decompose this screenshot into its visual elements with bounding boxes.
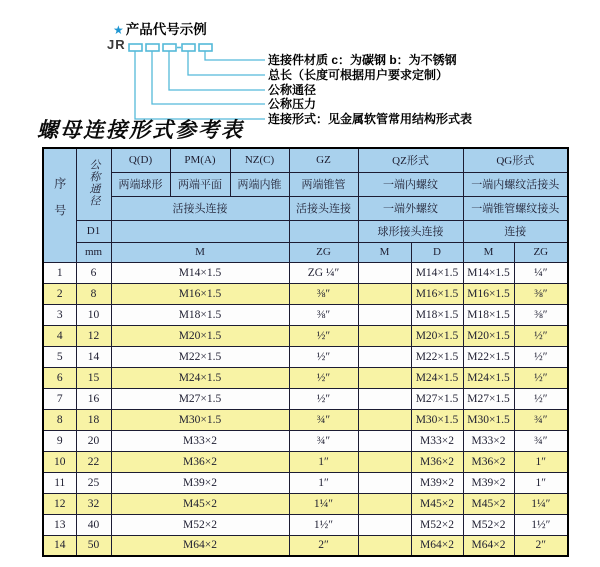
cell-m: M27×1.5 [111, 388, 289, 409]
cell-zg: ½″ [289, 346, 358, 367]
cell-qg-m: M22×1.5 [463, 346, 514, 367]
cell-mm: 18 [76, 409, 111, 430]
label-nominal-diameter: 公称通径 [268, 83, 317, 97]
cell-m: M52×2 [111, 514, 289, 535]
cell-zg: ½″ [289, 325, 358, 346]
cell-qg-m: M14×1.5 [463, 262, 514, 283]
cell-zg: 1¼″ [289, 493, 358, 514]
cell-qz-d: M52×2 [411, 514, 463, 535]
table-row [43, 367, 568, 388]
table-row [43, 535, 568, 556]
cell-qz-d: M36×2 [411, 451, 463, 472]
cell-qg-m: M64×2 [463, 535, 514, 556]
cell-qz-d: M30×1.5 [411, 409, 463, 430]
cell-qg-zg: ¾″ [514, 430, 568, 451]
label-connection-form: 连接形式：见金属软管常用结构形式表 [268, 112, 473, 126]
cell-zg: 1½″ [289, 514, 358, 535]
cell-mm: 40 [76, 514, 111, 535]
cell-m: M39×2 [111, 472, 289, 493]
cell-mm: 8 [76, 283, 111, 304]
cell-seq: 13 [43, 514, 76, 535]
product-code-example-text: 产品代号示例 [125, 22, 207, 37]
cell-qg-zg: 1½″ [514, 514, 568, 535]
cell-qz-m [358, 493, 411, 514]
header-gz-sub: 两端锥管 [289, 172, 358, 196]
cell-seq: 8 [43, 409, 76, 430]
header-qg-zg: ZG [514, 242, 568, 262]
code-boxes [129, 44, 212, 51]
nut-connection-reference-table [42, 147, 569, 557]
cell-qg-zg: ⅜″ [514, 304, 568, 325]
cell-seq: 2 [43, 283, 76, 304]
cell-seq: 3 [43, 304, 76, 325]
cell-zg: ½″ [289, 367, 358, 388]
header-pm-sub: 两端平面 [170, 172, 230, 196]
table-row [43, 430, 568, 451]
cell-seq: 9 [43, 430, 76, 451]
cell-qz-m [358, 304, 411, 325]
cell-mm: 25 [76, 472, 111, 493]
header-zg: ZG [289, 242, 358, 262]
cell-qz-m [358, 367, 411, 388]
cell-seq: 11 [43, 472, 76, 493]
cell-qg-m: M30×1.5 [463, 409, 514, 430]
label-total-length: 总长（长度可根据用户要求定制） [268, 68, 449, 82]
cell-seq: 12 [43, 493, 76, 514]
cell-qg-zg: 1¼″ [514, 493, 568, 514]
cell-seq: 1 [43, 262, 76, 283]
cell-qg-zg: ⅜″ [514, 283, 568, 304]
header-qg-form: QG形式 [463, 148, 568, 172]
table-header [43, 148, 568, 262]
cell-qz-m [358, 346, 411, 367]
cell-qz-m [358, 514, 411, 535]
cell-qz-m [358, 535, 411, 556]
header-q-sub: 两端球形 [111, 172, 170, 196]
cell-qz-m [358, 409, 411, 430]
cell-qg-m: M52×2 [463, 514, 514, 535]
code-box [146, 44, 159, 51]
cell-seq: 6 [43, 367, 76, 388]
cell-qz-d: M45×2 [411, 493, 463, 514]
pointer-lines [135, 51, 265, 119]
table-row [43, 514, 568, 535]
cell-m: M33×2 [111, 430, 289, 451]
header-m: M [111, 242, 289, 262]
cell-qg-m: M33×2 [463, 430, 514, 451]
cell-qg-zg: ½″ [514, 367, 568, 388]
cell-qg-m: M20×1.5 [463, 325, 514, 346]
header-qz-form: QZ形式 [358, 148, 463, 172]
cell-seq: 10 [43, 451, 76, 472]
cell-mm: 12 [76, 325, 111, 346]
table-row [43, 325, 568, 346]
cell-seq: 7 [43, 388, 76, 409]
cell-m: M20×1.5 [111, 325, 289, 346]
header-qg-sub1: 一端内螺纹活接头 [463, 172, 568, 196]
cell-qz-m [358, 283, 411, 304]
table-row [43, 262, 568, 283]
cell-zg: 1″ [289, 451, 358, 472]
pointer-line-length [188, 51, 265, 75]
table-row [43, 472, 568, 493]
cell-mm: 14 [76, 346, 111, 367]
cell-qz-d: M18×1.5 [411, 304, 463, 325]
cell-zg: 1″ [289, 472, 358, 493]
cell-qg-zg: ½″ [514, 346, 568, 367]
table-title: 螺母连接形式参考表 [37, 117, 244, 142]
cell-m: M45×2 [111, 493, 289, 514]
cell-mm: 50 [76, 535, 111, 556]
cell-qz-m [358, 262, 411, 283]
cell-qz-d: M20×1.5 [411, 325, 463, 346]
cell-mm: 15 [76, 367, 111, 388]
cell-qg-m: M16×1.5 [463, 283, 514, 304]
table-row [43, 409, 568, 430]
header-qz-m: M [358, 242, 411, 262]
header-qg-sub2: 一端锥管螺纹接头 [463, 196, 568, 220]
cell-zg: ¾″ [289, 430, 358, 451]
cell-m: M16×1.5 [111, 283, 289, 304]
cell-qg-m: M36×2 [463, 451, 514, 472]
header-qz-connection: 球形接头连接 [358, 220, 463, 242]
cell-zg: ½″ [289, 388, 358, 409]
header-seq [43, 148, 76, 262]
header-pm: PM(A) [170, 148, 230, 172]
cell-qg-zg: ½″ [514, 388, 568, 409]
cell-qg-m: M27×1.5 [463, 388, 514, 409]
cell-mm: 16 [76, 388, 111, 409]
code-box [129, 44, 142, 51]
header-qg-m: M [463, 242, 514, 262]
cell-qg-zg: 2″ [514, 535, 568, 556]
header-d1: D1 [76, 220, 111, 242]
code-box [182, 44, 195, 51]
cell-qz-m [358, 325, 411, 346]
cell-qz-d: M33×2 [411, 430, 463, 451]
cell-qz-m [358, 388, 411, 409]
cell-mm: 32 [76, 493, 111, 514]
cell-zg: ¾″ [289, 409, 358, 430]
cell-m: M24×1.5 [111, 367, 289, 388]
header-qg-connection: 连接 [463, 220, 568, 242]
cell-empty [289, 220, 358, 242]
cell-m: M36×2 [111, 451, 289, 472]
header-qz-sub2: 一端外螺纹 [358, 196, 463, 220]
cell-mm: 22 [76, 451, 111, 472]
cell-seq: 5 [43, 346, 76, 367]
product-code-example-title [113, 18, 207, 38]
cell-qg-zg: 1″ [514, 472, 568, 493]
cell-m: M18×1.5 [111, 304, 289, 325]
code-box [163, 44, 176, 51]
star-icon: ★ [113, 23, 124, 37]
cell-mm: 10 [76, 304, 111, 325]
cell-m: M22×1.5 [111, 346, 289, 367]
header-nominal-text: 公称通径 [88, 158, 100, 207]
table-row [43, 283, 568, 304]
cell-empty [111, 220, 289, 242]
header-nz: NZ(C) [230, 148, 289, 172]
cell-qg-m: M18×1.5 [463, 304, 514, 325]
cell-zg: 2″ [289, 535, 358, 556]
header-union-connection: 活接头连接 [111, 196, 289, 220]
cell-qg-m: M39×2 [463, 472, 514, 493]
cell-zg: ZG ¼″ [289, 262, 358, 283]
cell-qz-d: M24×1.5 [411, 367, 463, 388]
table-row [43, 451, 568, 472]
cell-qz-d: M64×2 [411, 535, 463, 556]
pointer-line-diameter [169, 51, 265, 90]
cell-seq: 4 [43, 325, 76, 346]
code-box [199, 44, 212, 51]
cell-qz-d: M27×1.5 [411, 388, 463, 409]
cell-qz-d: M14×1.5 [411, 262, 463, 283]
cell-qz-m [358, 472, 411, 493]
label-connector-material: 连接件材质 c：为碳钢 b：为不锈钢 [268, 53, 457, 67]
cell-qg-zg: 1″ [514, 451, 568, 472]
header-q: Q(D) [111, 148, 170, 172]
header-qz-sub1: 一端内螺纹 [358, 172, 463, 196]
cell-qz-m [358, 430, 411, 451]
header-nz-sub: 两端内锥 [230, 172, 289, 196]
cell-m: M14×1.5 [111, 262, 289, 283]
cell-zg: ⅜″ [289, 283, 358, 304]
cell-m: M64×2 [111, 535, 289, 556]
table-row [43, 388, 568, 409]
cell-m: M30×1.5 [111, 409, 289, 430]
table-row [43, 493, 568, 514]
table-row [43, 304, 568, 325]
cell-qz-d: M39×2 [411, 472, 463, 493]
cell-mm: 20 [76, 430, 111, 451]
cell-qz-d: M16×1.5 [411, 283, 463, 304]
cell-qz-d: M22×1.5 [411, 346, 463, 367]
cell-qg-m: M45×2 [463, 493, 514, 514]
pointer-line-material [205, 51, 265, 60]
cell-mm: 6 [76, 262, 111, 283]
table-body [43, 262, 568, 556]
header-seq-text: 序号 [52, 176, 67, 231]
table-row [43, 346, 568, 367]
cell-qg-zg: ¾″ [514, 409, 568, 430]
header-qz-d: D [411, 242, 463, 262]
label-nominal-pressure: 公称压力 [268, 97, 317, 111]
code-prefix: JR [107, 37, 126, 52]
header-mm: mm [76, 242, 111, 262]
cell-qz-m [358, 451, 411, 472]
cell-zg: ⅜″ [289, 304, 358, 325]
header-gz: GZ [289, 148, 358, 172]
cell-qg-zg: ½″ [514, 325, 568, 346]
cell-qg-m: M24×1.5 [463, 367, 514, 388]
pointer-line-form [135, 51, 265, 119]
header-gz-connection: 活接头连接 [289, 196, 358, 220]
cell-qg-zg: ¼″ [514, 262, 568, 283]
header-nominal-diameter [76, 148, 111, 220]
cell-seq: 14 [43, 535, 76, 556]
